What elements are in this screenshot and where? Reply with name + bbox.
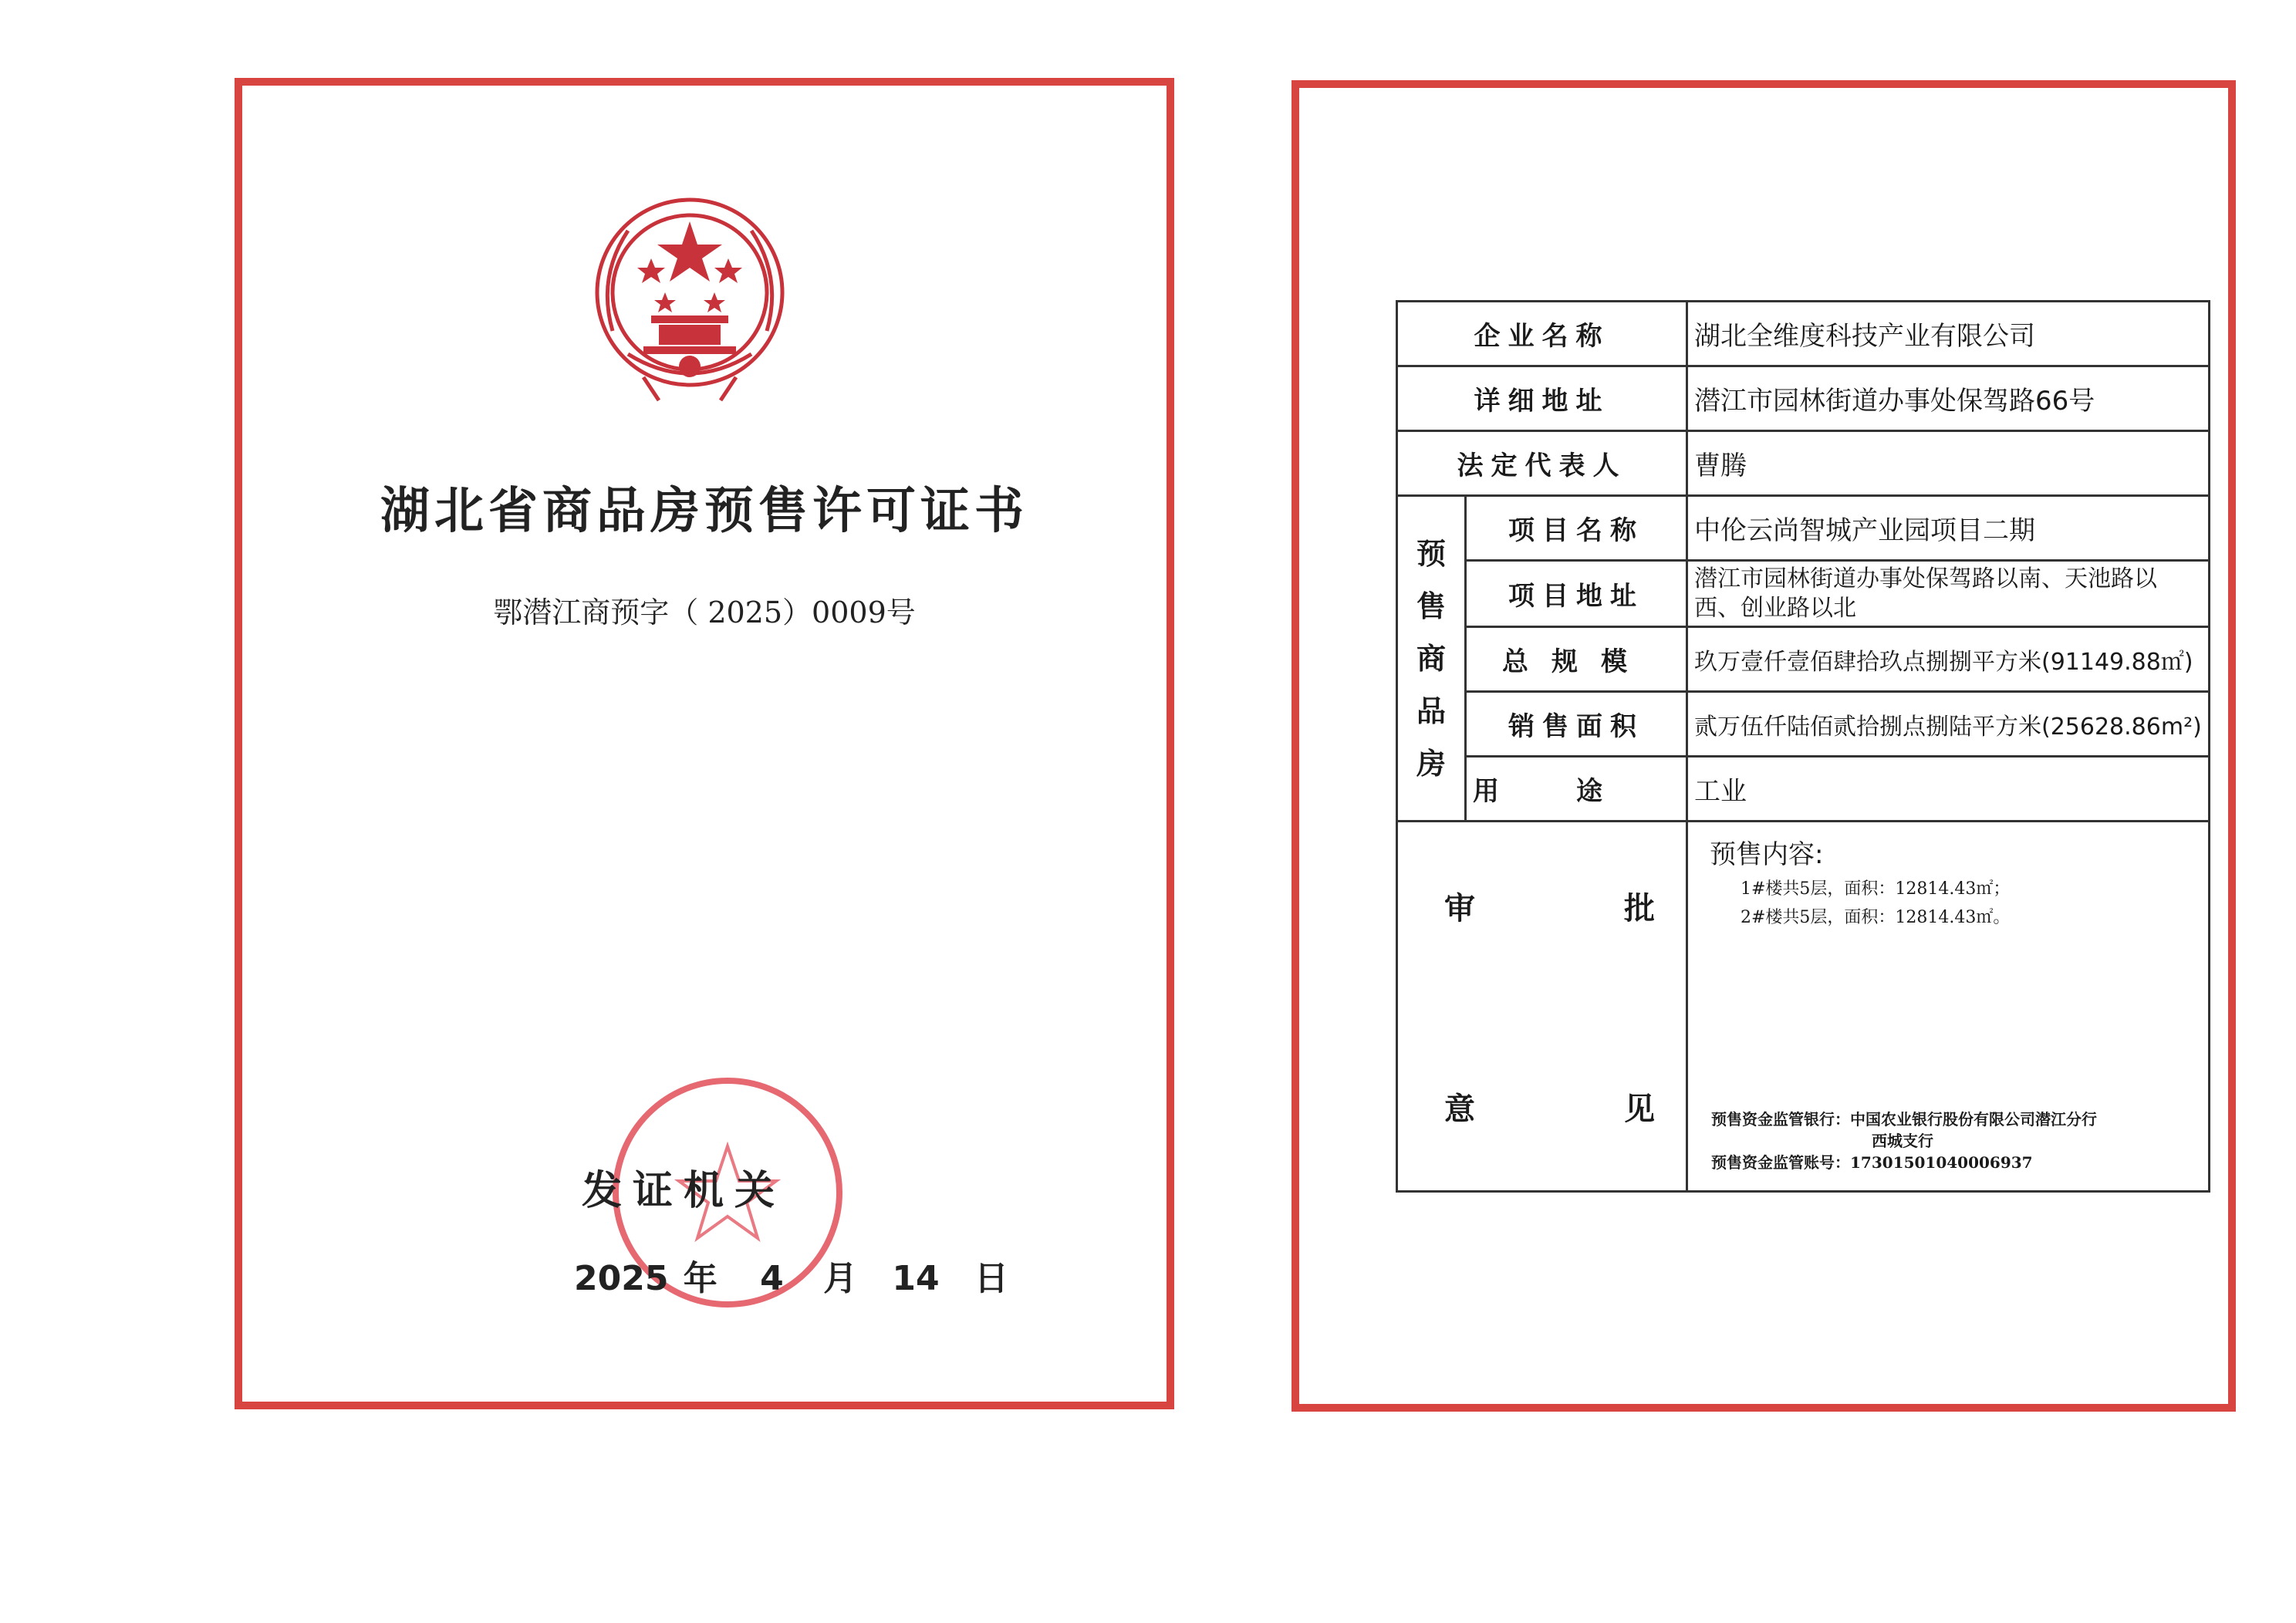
date-day-unit: 日 <box>974 1259 1008 1298</box>
national-emblem-icon <box>582 184 798 408</box>
project-name-value: 中伦云尚智城产业园项目二期 <box>1687 496 2210 561</box>
presale-housing-label <box>1397 496 1466 822</box>
total-scale-value: 玖万壹仟壹佰肆拾玖点捌捌平方米(91149.88㎡) <box>1687 627 2210 692</box>
project-address-value: 潜江市园林街道办事处保驾路以南、天池路以西、创业路以北 <box>1687 561 2210 627</box>
table-row <box>1397 302 2210 366</box>
date-day: 14 <box>892 1259 940 1298</box>
table-row <box>1397 627 2210 692</box>
approval-label-char: 见 <box>1624 1092 1655 1127</box>
certificate-title: 湖北省商品房预售许可证书 <box>380 483 1028 540</box>
total-scale-label: 总规模 <box>1466 627 1687 692</box>
legal-representative-value: 曹腾 <box>1687 431 2210 496</box>
table-row <box>1397 692 2210 757</box>
supervision-bank: 预售资金监管银行：中国农业银行股份有限公司潜江分行 <box>1711 1110 2097 1129</box>
table-row <box>1397 757 2210 822</box>
table-row <box>1397 822 2210 1192</box>
legal-representative-label: 法定代表人 <box>1397 431 1687 496</box>
certificate-details-page <box>1292 80 2236 1412</box>
certificate-info-table <box>1396 300 2210 1193</box>
address-value: 潜江市园林街道办事处保驾路66号 <box>1687 366 2210 431</box>
project-name-label: 项目名称 <box>1466 496 1687 561</box>
supervision-account: 预售资金监管账号：17301501040006937 <box>1711 1153 2033 1172</box>
presale-label-char: 房 <box>1416 746 1446 781</box>
presale-label-char: 品 <box>1416 693 1446 728</box>
approval-label-char: 意 <box>1444 1092 1475 1127</box>
presale-label-char: 商 <box>1416 641 1446 676</box>
presale-label-char: 售 <box>1416 589 1446 623</box>
table-row <box>1397 561 2210 627</box>
certificate-number: 鄂潜江商预字（ 2025）0009号 <box>493 596 916 629</box>
approval-label-char: 批 <box>1624 891 1655 926</box>
supervision-bank-branch: 西城支行 <box>1872 1132 1933 1150</box>
approval-label-char: 审 <box>1444 891 1475 926</box>
usage-value: 工业 <box>1687 757 2210 822</box>
date-month-unit: 月 <box>823 1259 858 1298</box>
address-label: 详细地址 <box>1397 366 1687 431</box>
date-month: 4 <box>760 1259 784 1298</box>
issuing-authority-label: 发证机关 <box>582 1168 786 1214</box>
approval-line: 2#楼共5层，面积：12814.43㎡。 <box>1741 908 2011 927</box>
approval-line: 1#楼共5层，面积：12814.43㎡； <box>1741 879 2011 899</box>
table-row <box>1397 431 2210 496</box>
approval-opinion-label <box>1397 822 1687 1192</box>
fund-supervision-info <box>1711 1108 2097 1173</box>
project-address-label: 项目地址 <box>1466 561 1687 627</box>
date-year: 2025 <box>574 1259 669 1298</box>
issue-date <box>574 1250 1008 1300</box>
company-name-label: 企业名称 <box>1397 302 1687 366</box>
company-name-value: 湖北全维度科技产业有限公司 <box>1687 302 2210 366</box>
sale-area-value: 贰万伍仟陆佰贰拾捌点捌陆平方米(25628.86m²) <box>1687 692 2210 757</box>
usage-label: 用途 <box>1466 757 1687 822</box>
approval-content <box>1687 822 2210 1192</box>
approval-heading: 预售内容: <box>1710 839 1824 870</box>
presale-label-char: 预 <box>1416 536 1446 571</box>
date-year-unit: 年 <box>683 1259 718 1298</box>
table-row <box>1397 366 2210 431</box>
sale-area-label: 销售面积 <box>1466 692 1687 757</box>
certificate-cover-page <box>235 78 1174 1409</box>
table-row <box>1397 496 2210 561</box>
